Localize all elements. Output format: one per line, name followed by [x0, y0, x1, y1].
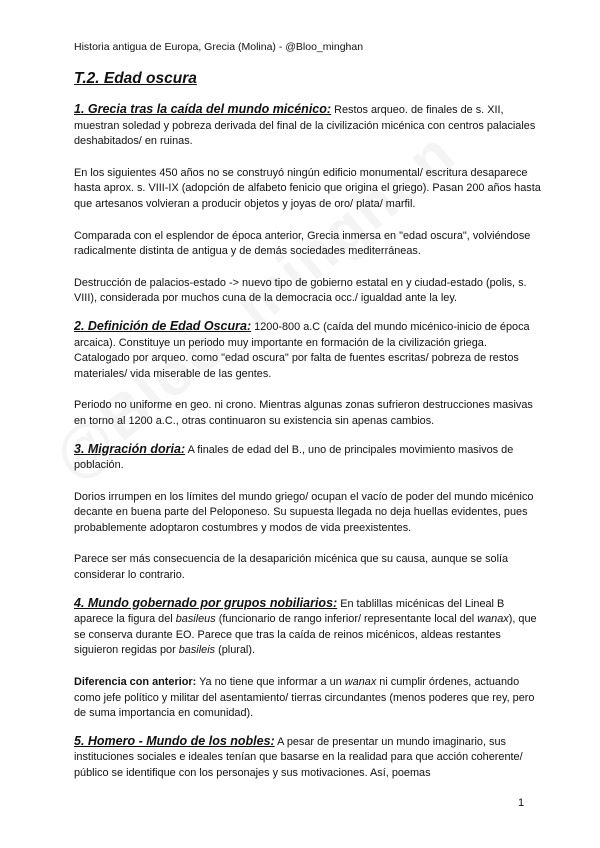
document-body [74, 70, 544, 798]
paragraph-text: Ya no tiene que informar a un [196, 676, 345, 689]
paragraph: En los siguientes 450 años no se construyó ningún edificio monumental/ escritura desaparece hasta aprox. s. VIII-IX (adopción de alfabeto fenicio que origina el griego). Pasan 200 años hasta que artesanos volvieran a producir objetos y joyas de oro/ plata/ marfil. [74, 166, 541, 210]
paragraph-text: Restos arqueo. de finales de s. XII, muestran soledad y pobreza derivada del final de la civilización micénica con centros palaciales deshabitados/ en ruinas. [74, 104, 536, 148]
paragraph: Periodo no uniforme en geo. ni crono. Mientras algunas zonas sufrieron destrucciones masivas en torno al 1200 a.C., otras continuaron su existencia sin apenas cambios. [74, 399, 533, 427]
section-1-intro [74, 102, 544, 150]
section-heading: 5. Homero - Mundo de los nobles: [74, 733, 275, 748]
term-basileis: basileis [178, 644, 216, 657]
difference-paragraph [74, 675, 544, 722]
page-number: 1 [518, 797, 525, 809]
paragraph-text: 1200-800 a.C (caída del mundo micénico-inicio de época arcaica). Constituye un periodo muy importante en formación de la civilización griega. Catalogado por arqueo. como "edad oscura" por falta de fuentes escritas/ pobreza de restos materiales/ vida miserable de las gentes. [74, 320, 530, 380]
paragraph-text: A pesar de presentar un mundo imaginario, sus instituciones sociales e ideales tenían que basarse en la realidad para que acción coherente/ público se identifique con los personajes y sus motivaciones. Así, poemas [74, 735, 523, 779]
section-3-intro [74, 442, 544, 474]
term-wanax: wanax [477, 613, 509, 626]
section-5-intro [74, 734, 544, 782]
section-heading: 1. Grecia tras la caída del mundo micénico: [74, 102, 332, 116]
section-heading: 2. Definición de Edad Oscura: [74, 318, 252, 333]
section-2-intro [74, 319, 544, 382]
paragraph-text: A finales de edad del B., uno de principales movimiento masivos de población. [74, 443, 514, 472]
paragraph: Destrucción de palacios-estado -> nuevo tipo de gobierno estatal en y ciudad-estado (polis, s. VIII), considerada por muchos cuna de la democracia occ./ igualdad ante la ley. [74, 276, 527, 305]
paragraph: Comparada con el esplendor de época anterior, Grecia inmersa en "edad oscura", volviéndose radicalmente distinta de antigua y de demás sociedades mediterráneas. [74, 229, 531, 258]
paragraph-text: En tablillas micénicas del Lineal B aparece la figura del [74, 597, 505, 626]
section-heading: 4. Mundo gobernado por grupos nobiliarios: [74, 595, 338, 610]
term-wanax: wanax [344, 676, 377, 689]
difference-label: Diferencia con anterior: [74, 676, 197, 689]
paragraph: Dorios irrumpen en los límites del mundo griego/ ocupan el vacío de poder del mundo micénico decante en buena parte del Peloponeso. Su supuesta llegada no deja huellas evidentes, pues probablemente adoptaron costumbres y modos de vida preexistentes. [74, 490, 534, 534]
paragraph-text: ni cumplir órdenes, actuando como jefe político y militar del asentamiento/ tierras circundantes (menos poderes que rey, pero de suma importancia en comunidad). [74, 676, 535, 720]
section-4-intro [74, 596, 544, 659]
section-heading: 3. Migración doria: [74, 441, 186, 456]
page-title: T.2. Edad oscura [74, 70, 197, 87]
page-header: Historia antigua de Europa, Grecia (Molina) - @Bloo_minghan [74, 41, 364, 53]
term-basileus: basileus [175, 613, 216, 626]
paragraph-text: (funcionario de rango inferior/ representante local del [215, 613, 478, 626]
paragraph-text: (plural). [215, 644, 256, 657]
paragraph-text: ), que se conserva durante EO. Parece que tras la caída de reinos micénicos, aldeas restantes siguieron regidas por [74, 613, 537, 657]
paragraph: Parece ser más consecuencia de la desaparición micénica que su causa, aunque se solía considerar lo contrario. [74, 553, 509, 582]
